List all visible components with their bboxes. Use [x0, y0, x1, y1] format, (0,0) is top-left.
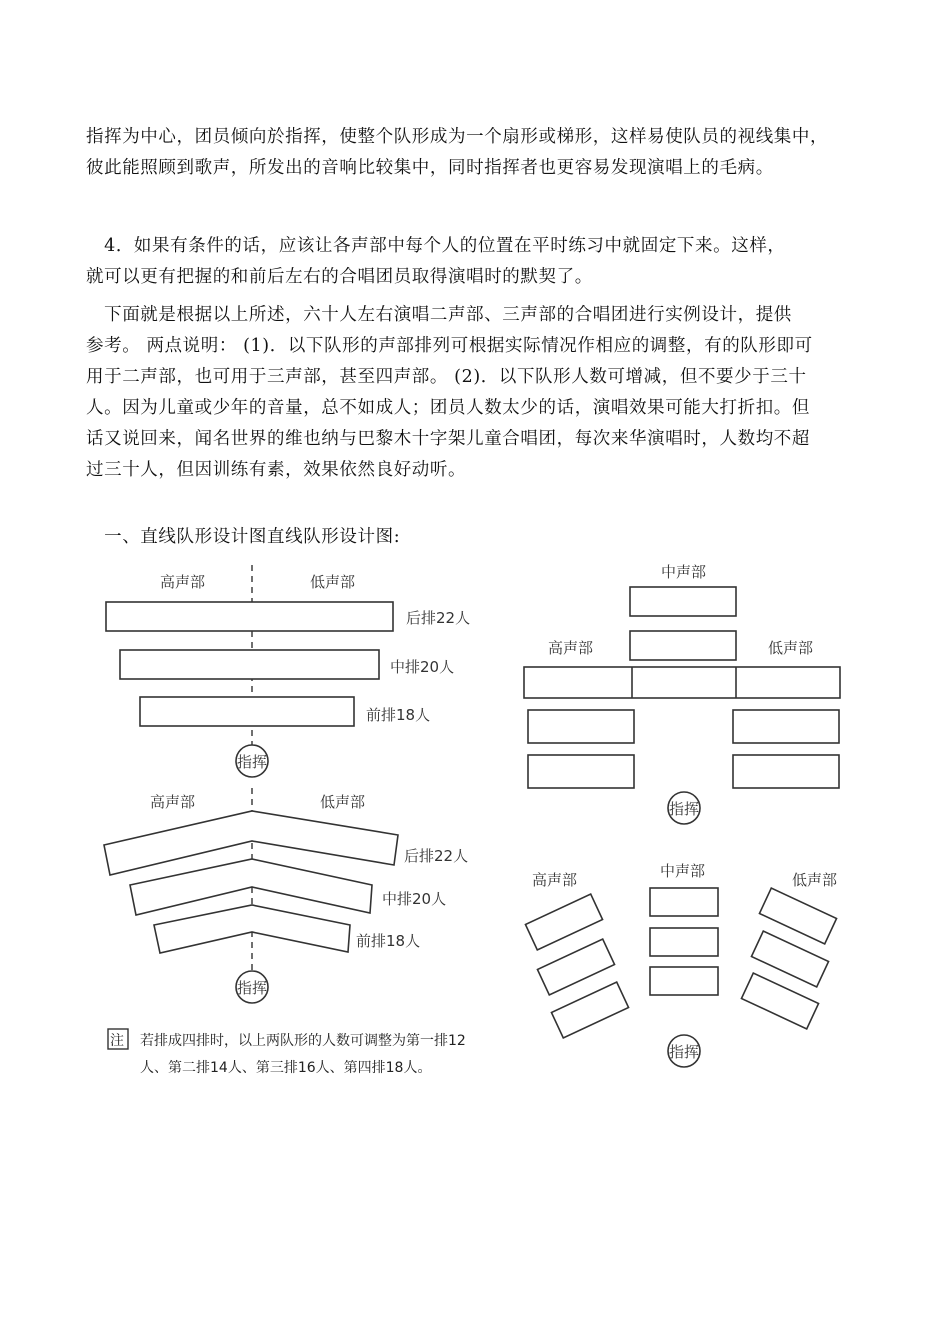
row-back [106, 602, 393, 631]
block-front-long [524, 667, 840, 698]
note-box [108, 1029, 466, 1076]
label-back-row: 后排22人 [404, 847, 469, 865]
label-mid-voice: 中声部 [661, 563, 707, 581]
label-front-row: 前排18人 [366, 706, 431, 724]
text-line: 指挥为中心，团员倾向於指挥，使整个队形成为一个扇形或梯形，这样易使队员的视线集中， [86, 127, 829, 147]
block-high-1 [528, 710, 634, 743]
text-line: 4．如果有条件的话，应该让各声部中每个人的位置在平时练习中就固定下来。这样， [86, 236, 786, 256]
arc-formation [104, 788, 468, 1003]
block-mid-2 [630, 631, 736, 660]
text-line: 下面就是根据以上所述，六十人左右演唱二声部、三声部的合唱团进行实例设计，提供 [86, 305, 792, 325]
label-conductor: 指挥 [669, 800, 700, 818]
note-line-1: 若排成四排时，以上两队形的人数可调整为第一排12 [140, 1033, 466, 1049]
label-low-voice: 低声部 [792, 871, 838, 889]
paragraph-3 [86, 300, 876, 486]
label-conductor: 指挥 [237, 979, 268, 997]
note-mark: 注 [110, 1033, 124, 1049]
label-low-voice: 低声部 [310, 573, 356, 591]
block-mid-1 [650, 888, 718, 916]
label-high-voice: 高声部 [160, 573, 206, 591]
label-middle-row: 中排20人 [390, 658, 455, 676]
text-line: 用于二声部，也可用于三声部，甚至四声部。 (2)．以下队形人数可增减，但不要少于三十 [86, 367, 807, 387]
paragraph-1 [86, 122, 876, 184]
block-low-2 [733, 755, 839, 788]
label-conductor: 指挥 [669, 1043, 700, 1061]
text-line: 话又说回来，闻名世界的维也纳与巴黎木十字架儿童合唱团，每次来华演唱时，人数均不超 [86, 429, 810, 449]
straight-formation [106, 565, 470, 777]
label-middle-row: 中排20人 [382, 890, 447, 908]
formation-diagram [100, 555, 850, 1095]
label-high-voice: 高声部 [548, 639, 594, 657]
label-mid-voice: 中声部 [660, 862, 706, 880]
text-line: 一、直线队形设计图直线队形设计图: [86, 527, 401, 547]
label-back-row: 后排22人 [406, 609, 471, 627]
block-low-1 [733, 710, 839, 743]
formation-figure [100, 555, 850, 1095]
text-line: 人。因为儿童或少年的音量，总不如成人；团员人数太少的话，演唱效果可能大打折扣。但 [86, 398, 810, 418]
label-low-voice: 低声部 [768, 639, 814, 657]
block-high-2 [537, 939, 614, 995]
block-formation [524, 563, 840, 824]
block-mid-2 [650, 928, 718, 956]
block-mid-1 [630, 587, 736, 616]
paragraph-2 [86, 231, 876, 293]
text-line: 就可以更有把握的和前后左右的合唱团员取得演唱时的默契了。 [86, 267, 593, 287]
block-high-1 [525, 894, 602, 950]
label-high-voice: 高声部 [532, 871, 578, 889]
section-heading [86, 522, 876, 553]
block-high-2 [528, 755, 634, 788]
angled-formation [525, 862, 837, 1067]
block-high-3 [551, 982, 628, 1038]
row-front [140, 697, 354, 726]
block-mid-3 [650, 967, 718, 995]
label-high-voice: 高声部 [150, 793, 196, 811]
note-line-2: 人、第二排14人、第三排16人、第四排18人。 [140, 1060, 432, 1076]
text-line: 过三十人，但因训练有素，效果依然良好动听。 [86, 460, 467, 480]
label-front-row: 前排18人 [356, 932, 421, 950]
text-line: 参考。 两点说明： (1)．以下队形的声部排列可根据实际情况作相应的调整，有的队形即可 [86, 336, 813, 356]
label-conductor: 指挥 [237, 753, 268, 771]
row-middle [120, 650, 379, 679]
text-line: 彼此能照顾到歌声，所发出的音响比较集中，同时指挥者也更容易发现演唱上的毛病。 [86, 158, 774, 178]
label-low-voice: 低声部 [320, 793, 366, 811]
